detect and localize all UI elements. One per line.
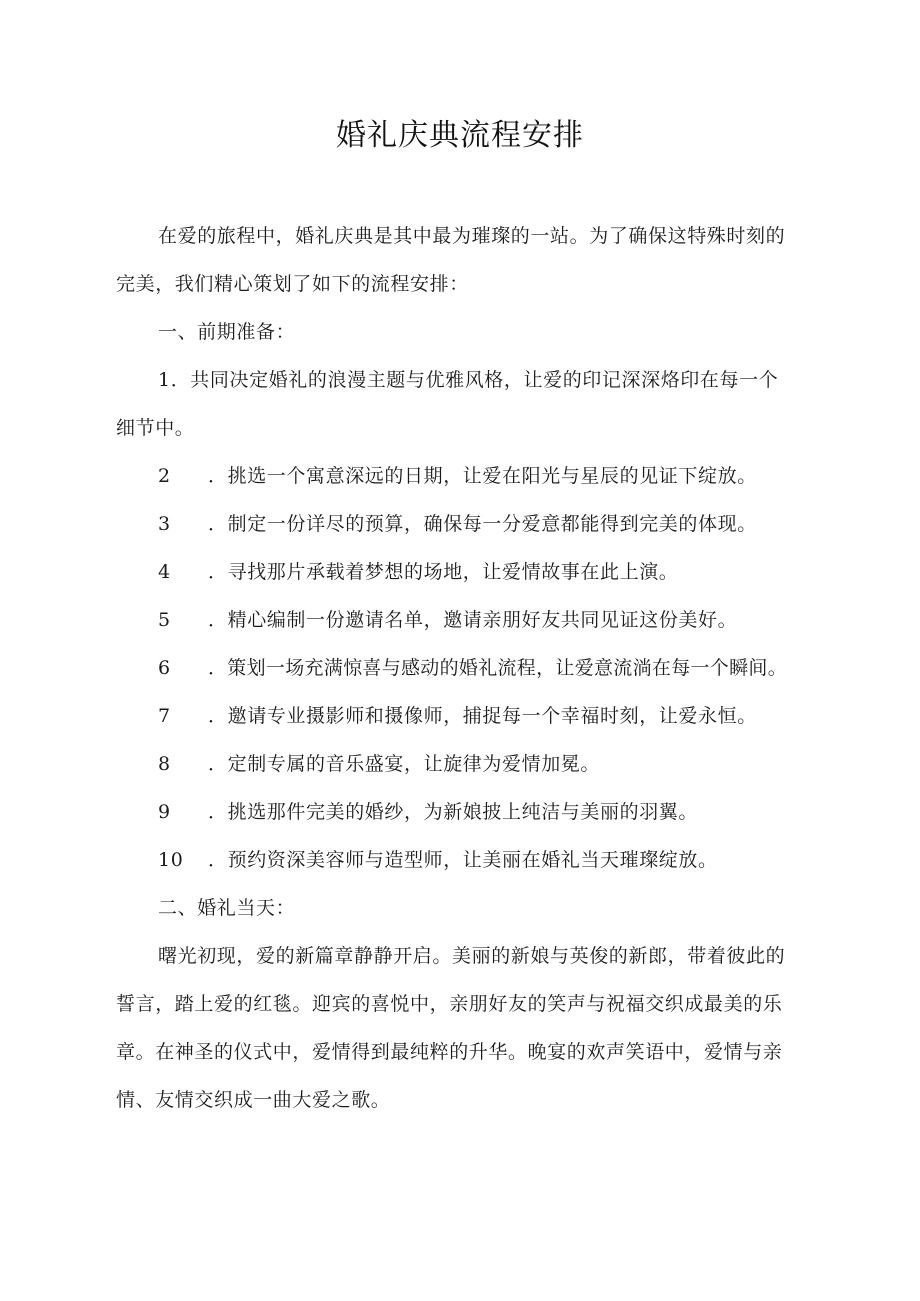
paragraph-line-4: 情、友情交织成一曲大爱之歌。 <box>116 1089 391 1111</box>
list-item <box>158 605 737 635</box>
list-item-number: 9 <box>158 801 171 823</box>
paragraph-line-2: 誓言，踏上爱的红毯。迎宾的喜悦中，亲朋好友的笑声与祝福交织成最美的乐 <box>116 993 783 1015</box>
list-item-text: ．预约资深美容师与造型师，让美丽在婚礼当天璀璨绽放。 <box>208 849 718 871</box>
paragraph-line-3: 章。在神圣的仪式中，爱情得到最纯粹的升华。晚宴的欢声笑语中，爱情与亲 <box>116 1041 783 1063</box>
list-item <box>158 509 757 539</box>
list-item-text: ．制定一份详尽的预算，确保每一分爱意都能得到完美的体现。 <box>208 513 757 535</box>
section-2-heading: 二、婚礼当天： <box>158 897 296 919</box>
list-item <box>158 701 757 731</box>
intro-line-2: 完美，我们精心策划了如下的流程安排： <box>116 273 469 295</box>
list-item-text: ．邀请专业摄影师和摄像师，捕捉每一个幸福时刻，让爱永恒。 <box>208 705 757 727</box>
list-item <box>158 653 787 683</box>
list-item-1-line-1: 1．共同决定婚礼的浪漫主题与优雅风格，让爱的印记深深烙印在每一个 <box>158 369 779 391</box>
list-item-text: ．寻找那片承载着梦想的场地，让爱情故事在此上演。 <box>208 561 679 583</box>
intro-line-1: 在爱的旅程中，婚礼庆典是其中最为璀璨的一站。为了确保这特殊时刻的 <box>158 225 786 247</box>
list-item <box>158 845 718 875</box>
list-item-number: 5 <box>158 609 171 631</box>
list-item-text: ．定制专属的音乐盛宴，让旋律为爱情加冕。 <box>208 753 601 775</box>
list-item <box>158 749 600 779</box>
section-1-heading: 一、前期准备： <box>158 321 296 343</box>
list-item-number: 8 <box>158 753 171 775</box>
list-item-text: ．挑选一个寓意深远的日期，让爱在阳光与星辰的见证下绽放。 <box>208 465 757 487</box>
list-item <box>158 461 757 491</box>
list-item-number: 6 <box>158 657 171 679</box>
list-item-text: ．精心编制一份邀请名单，邀请亲朋好友共同见证这份美好。 <box>208 609 738 631</box>
list-item-number: 7 <box>158 705 171 727</box>
list-item <box>158 557 678 587</box>
paragraph-line-1: 曙光初现，爱的新篇章静静开启。美丽的新娘与英俊的新郎，带着彼此的 <box>158 945 786 967</box>
document-title: 婚礼庆典流程安排 <box>336 118 584 153</box>
list-item-text: ．策划一场充满惊喜与感动的婚礼流程，让爱意流淌在每一个瞬间。 <box>208 657 788 679</box>
list-item-number: 3 <box>158 513 171 535</box>
list-item-number: 10 <box>158 849 184 871</box>
list-item <box>158 797 698 827</box>
list-item-text: ．挑选那件完美的婚纱，为新娘披上纯洁与美丽的羽翼。 <box>208 801 699 823</box>
list-item-1-line-2: 细节中。 <box>116 417 195 439</box>
list-item-number: 4 <box>158 561 171 583</box>
list-item-number: 2 <box>158 465 171 487</box>
